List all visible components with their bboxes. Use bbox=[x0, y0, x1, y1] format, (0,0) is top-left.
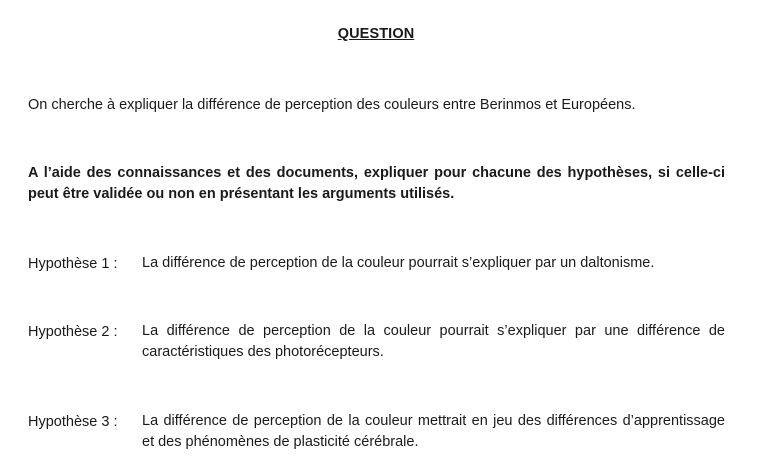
hypothesis-2 bbox=[28, 321, 725, 363]
hypothesis-text: La différence de perception de la couleur pourrait s’expliquer par une différence de caractéristiques des photorécepteurs. bbox=[142, 323, 725, 360]
hypothesis-label: Hypothèse 1 : bbox=[28, 256, 118, 272]
hypothesis-1 bbox=[28, 253, 725, 274]
hypothesis-3 bbox=[28, 411, 725, 453]
instruction-paragraph: A l’aide des connaissances et des documents, expliquer pour chacune des hypothèses, si celle-ci peut être validée ou non en présentant les arguments utilisés. bbox=[28, 165, 725, 202]
page-title: QUESTION bbox=[337, 26, 415, 42]
hypothesis-text: La différence de perception de la couleur mettrait en jeu des différences d’apprentissage et des phénomènes de plasticité cérébrale. bbox=[142, 413, 725, 450]
intro-paragraph: On cherche à expliquer la différence de perception des couleurs entre Berinmos et Européens. bbox=[28, 97, 636, 113]
hypothesis-text: La différence de perception de la couleur pourrait s’expliquer par un daltonisme. bbox=[142, 255, 655, 271]
hypothesis-label: Hypothèse 3 : bbox=[28, 414, 118, 430]
hypothesis-label: Hypothèse 2 : bbox=[28, 324, 118, 340]
